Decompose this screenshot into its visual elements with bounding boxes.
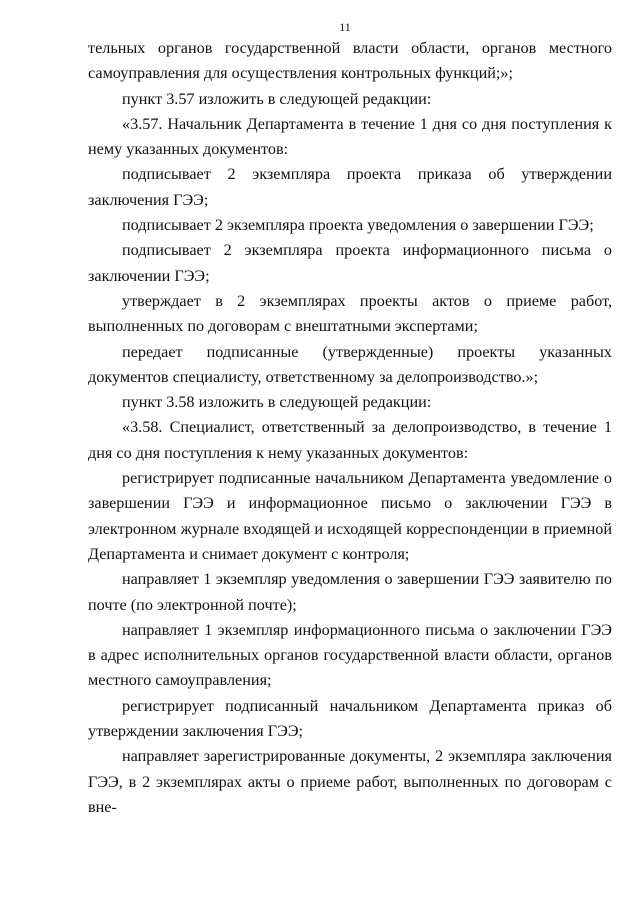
list-item-send-letter: направляет 1 экземпляр информационного письма о заключении ГЭЭ в адрес исполнительных органов государственной власти области, органов местного самоуправления; [88,620,612,690]
list-item-approve-acts: утверждает в 2 экземплярах проекты актов о приеме работ, выполненных по договорам с внештатными экспертами; [88,291,612,336]
paragraph-amendment-3-58: пункт 3.58 изложить в следующей редакции: [122,393,432,412]
list-item-sign-letter: подписывает 2 экземпляра проекта информационного письма о заключении ГЭЭ; [88,241,612,285]
list-item-transfer-docs: передает подписанные (утвержденные) проекты указанных документов специалисту, ответственному за делопроизводство.»; [88,342,612,386]
paragraph-3-58: «3.58. Специалист, ответственный за делопроизводство, в течение 1 дня со дня поступления к нему указанных документов: [88,418,612,462]
list-item-sign-order: подписывает 2 экземпляра проекта приказа об утверждении заключения ГЭЭ; [88,165,612,209]
paragraph-amendment-3-57: пункт 3.57 изложить в следующей редакции: [122,89,432,108]
list-item-register-order: регистрирует подписанный начальником Департамента приказ об утверждении заключения ГЭЭ; [88,696,612,741]
paragraph-3-57: «3.57. Начальник Департамента в течение 1 дня со дня поступления к нему указанных документов: [88,114,612,159]
list-item-register-notice: регистрирует подписанные начальником Департамента уведомление о завершении ГЭЭ и информационное письмо о заключении ГЭЭ в электронном журнале входящей и исходящей корреспонденции в приемной Департамента и снимает документ с контроля; [88,469,612,563]
list-item-send-notice: направляет 1 экземпляр уведомления о завершении ГЭЭ заявителю по почте (по электронной почте); [88,570,612,614]
list-item-sign-notice: подписывает 2 экземпляра проекта уведомления о завершении ГЭЭ; [122,216,594,235]
page-number: 11 [339,20,351,34]
list-item-send-documents: направляет зарегистрированные документы, 2 экземпляра заключения ГЭЭ, в 2 экземплярах акты о приеме работ, выполненных по договорам с вне- [88,747,612,816]
document-body [88,36,612,820]
paragraph-continuation: тельных органов государственной власти области, органов местного самоуправления для осуществления контрольных функций;»; [88,39,612,83]
